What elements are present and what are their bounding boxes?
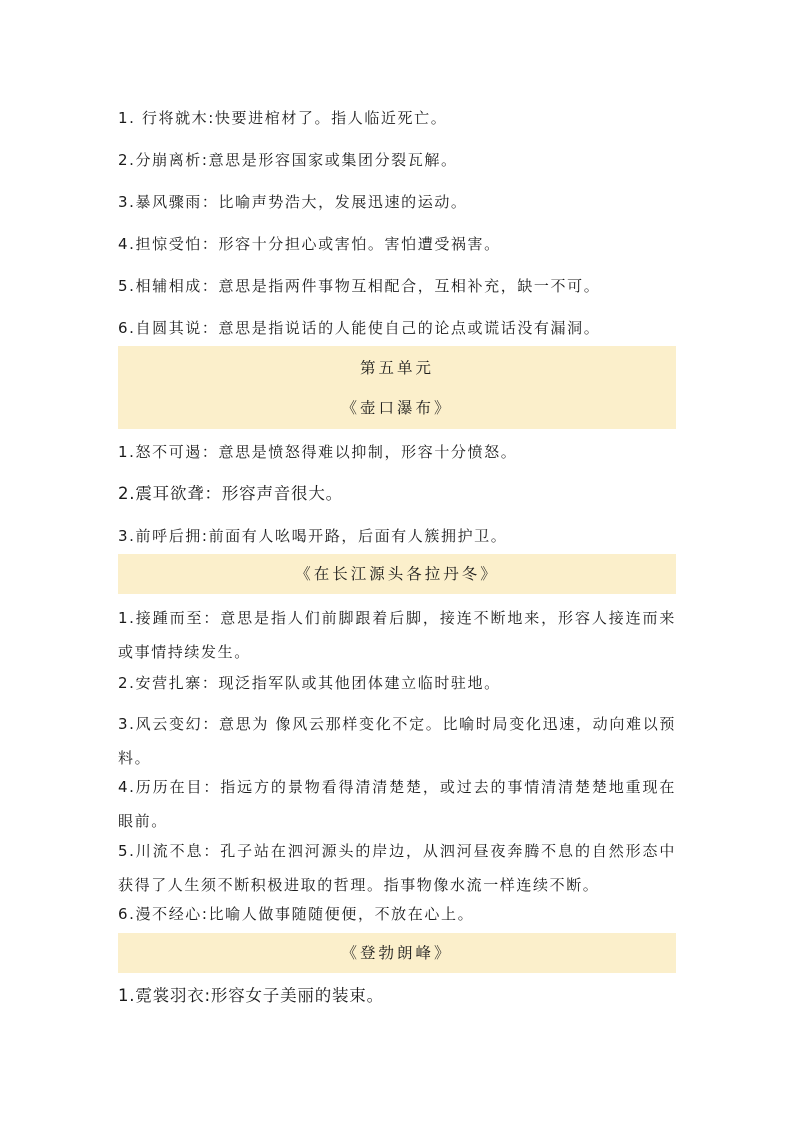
- section-header-band: [118, 554, 676, 594]
- idiom-entry: 1.霓裳羽衣:形容女子美丽的装束。: [118, 986, 384, 1005]
- idiom-entry: 3.风云变幻：意思为 像风云那样变化不定。比喻时局变化迅速，动向难以预料。: [118, 715, 676, 767]
- idiom-entry: 2.安营扎寨：现泛指军队或其他团体建立临时驻地。: [118, 674, 501, 692]
- idiom-entry: 2.震耳欲聋：形容声音很大。: [118, 484, 343, 503]
- idiom-entry: 2.分崩离析:意思是形容国家或集团分裂瓦解。: [118, 151, 458, 169]
- section-title: 《在长江源头各拉丹冬》: [295, 565, 499, 583]
- section-title: 《壶口瀑布》: [341, 399, 453, 417]
- idiom-entry: 3.暴风骤雨：比喻声势浩大，发展迅速的运动。: [118, 193, 468, 211]
- idiom-entry: 1. 行将就木:快要进棺材了。指人临近死亡。: [118, 109, 448, 127]
- idiom-entry: 5.相辅相成：意思是指两件事物互相配合，互相补充，缺一不可。: [118, 277, 601, 295]
- idiom-entry: 1.接踵而至：意思是指人们前脚跟着后脚，接连不断地来，形容人接连而来或事情持续发生。: [118, 609, 676, 661]
- section-title: 《登勃朗峰》: [341, 944, 453, 962]
- idiom-entry: 5.川流不息：孔子站在泗河源头的岸边，从泗河昼夜奔腾不息的自然形态中获得了人生须不断积极进取的哲理。指事物像水流一样连续不断。: [118, 842, 676, 894]
- unit-header-band: [118, 346, 676, 429]
- idiom-entry: 6.漫不经心:比喻人做事随随便便，不放在心上。: [118, 905, 475, 923]
- section-header-band: [118, 933, 676, 973]
- idiom-entry: 4.担惊受怕：形容十分担心或害怕。害怕遭受祸害。: [118, 235, 501, 253]
- idiom-entry: 6.自圆其说：意思是指说话的人能使自己的论点或谎话没有漏洞。: [118, 319, 601, 337]
- idiom-entry: 4.历历在目：指远方的景物看得清清楚楚，或过去的事情清清楚楚地重现在眼前。: [118, 778, 676, 830]
- unit-title: 第五单元: [359, 359, 434, 377]
- idiom-entry: 3.前呼后拥:前面有人吆喝开路，后面有人簇拥护卫。: [118, 527, 508, 545]
- idiom-entry: 1.怒不可遏：意思是愤怒得难以抑制，形容十分愤怒。: [118, 443, 518, 461]
